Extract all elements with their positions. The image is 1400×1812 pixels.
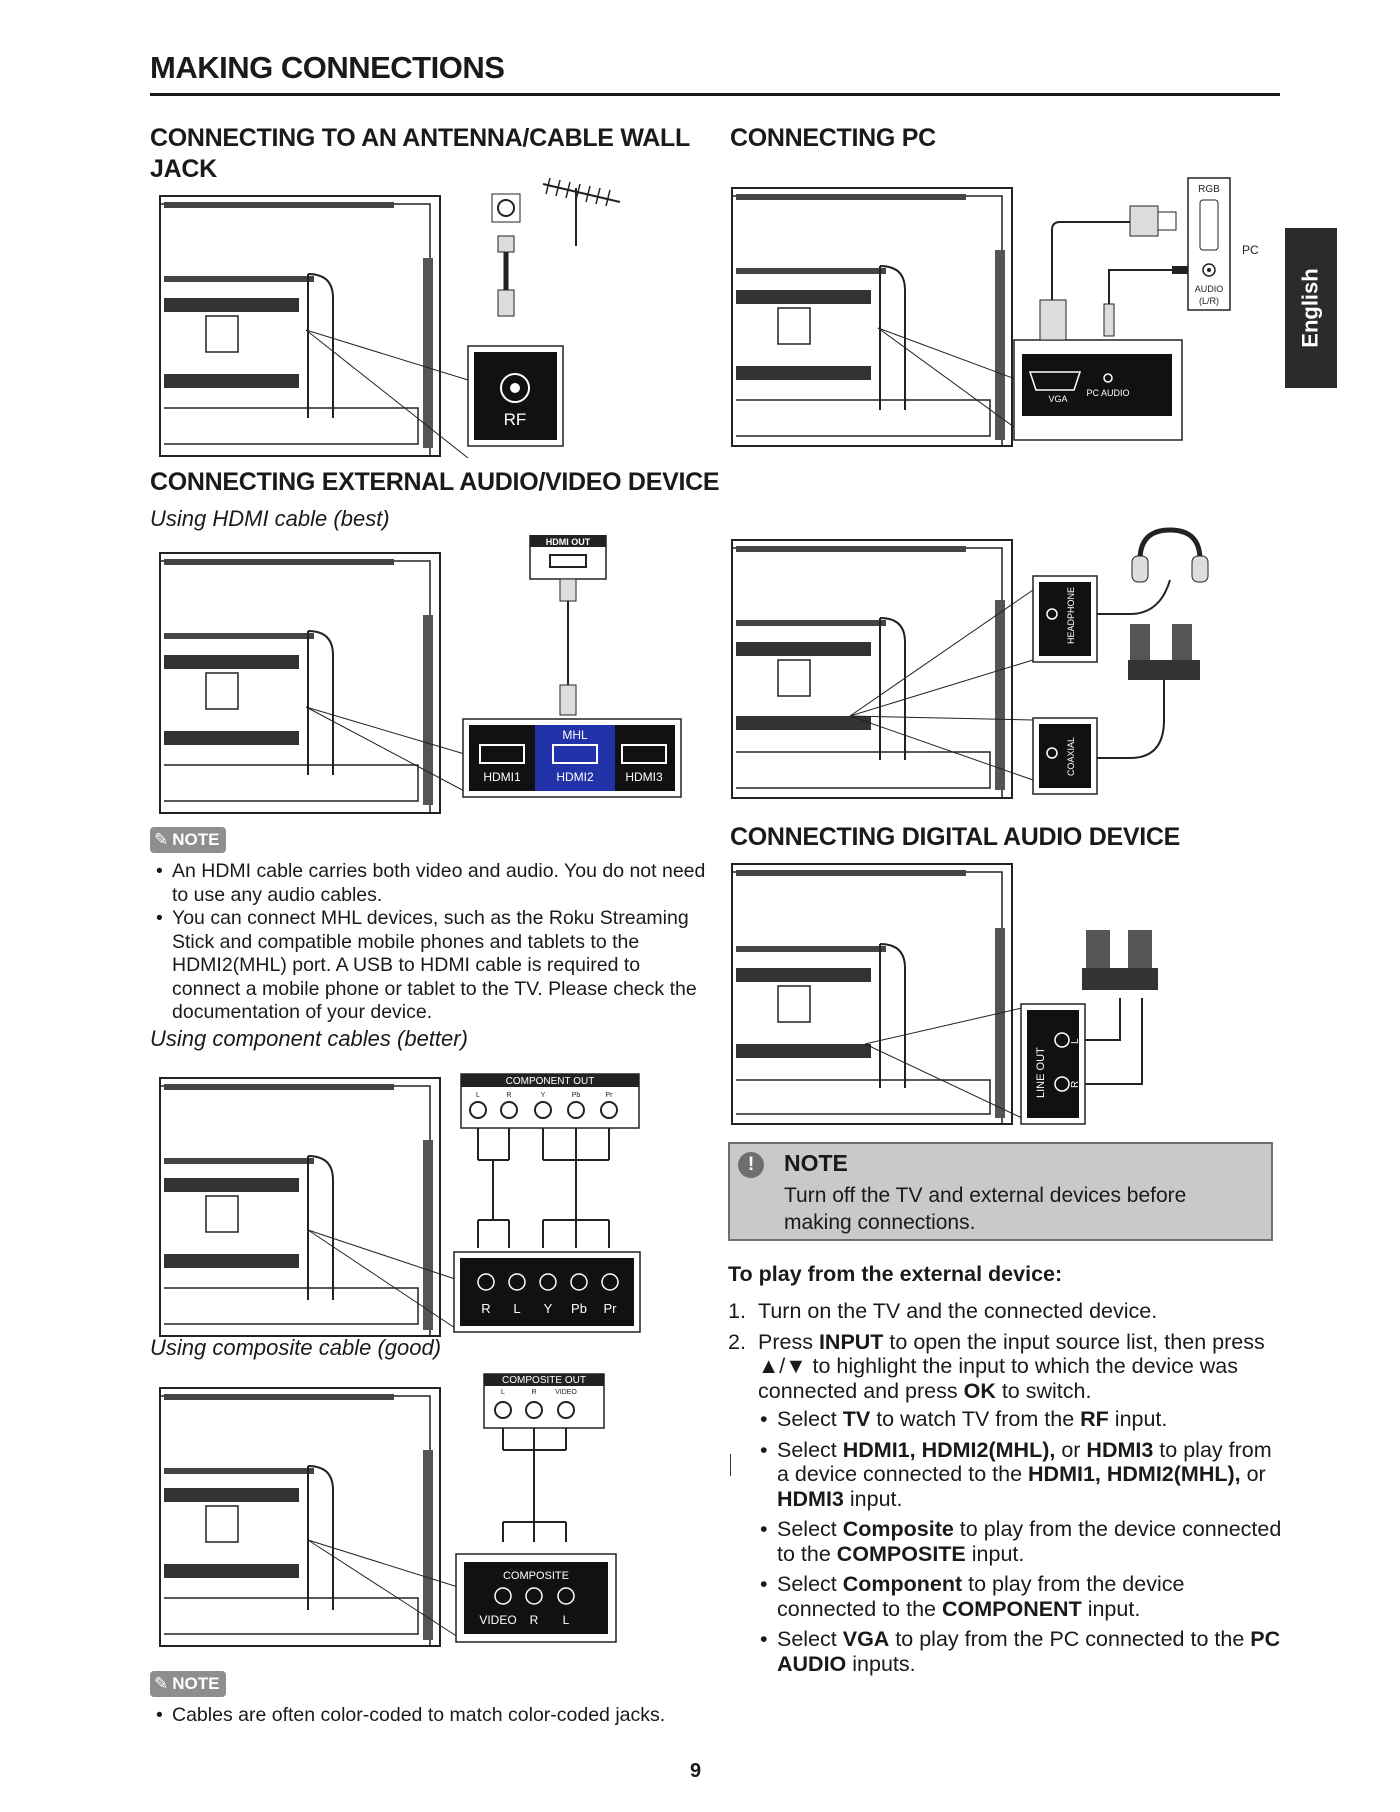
hdmi-out-label: HDMI OUT <box>545 537 591 547</box>
pc-heading: CONNECTING PC <box>730 124 936 152</box>
list-item: • Select HDMI1, HDMI2(MHL), or HDMI3 to play from a device connected to the HDMI1, HDMI2(MHL), or HDMI3 input. <box>758 1438 1288 1512</box>
digital-audio-heading: CONNECTING DIGITAL AUDIO DEVICE <box>730 823 1180 851</box>
note-badge-label: NOTE <box>172 830 220 849</box>
note-badge <box>150 827 226 853</box>
composite-diagram <box>158 1372 658 1652</box>
composite-bot-l: L <box>562 1613 570 1627</box>
list-item: • An HDMI cable carries both video and audio. You do not need to use any audio cables. <box>150 860 710 907</box>
comp-top-pr: Pr <box>605 1092 613 1099</box>
mhl-label: MHL <box>562 728 588 742</box>
step-number: 2. <box>728 1329 746 1354</box>
note-badge <box>150 1671 226 1697</box>
title-rule <box>150 93 1280 96</box>
list-item: • Select Composite to play from the device connected to the COMPOSITE input. <box>758 1517 1288 1566</box>
antenna-heading: CONNECTING TO AN ANTENNA/CABLE WALL JACK <box>150 124 690 183</box>
composite-out-label: COMPOSITE OUT <box>502 1375 586 1386</box>
composite-top-video: VIDEO <box>555 1389 577 1396</box>
component-diagram <box>158 1070 658 1340</box>
composite-bot-r: R <box>529 1613 539 1627</box>
comp-top-y: Y <box>540 1092 546 1099</box>
line-out-l-label: L <box>1070 1038 1081 1044</box>
component-subheading: Using component cables (better) <box>150 1026 468 1051</box>
instructions-heading: To play from the external device: <box>728 1262 1063 1286</box>
comp-bot-l: L <box>513 1301 521 1316</box>
composite-bot-video: VIDEO <box>479 1613 517 1627</box>
comp-top-r: R <box>506 1092 512 1099</box>
step-2-text: to switch. <box>995 1378 1092 1403</box>
step-2-text: to highlight the input to which the device was connected and press <box>758 1354 1239 1403</box>
pencil-icon: ✎ <box>154 830 169 849</box>
composite-top-r: R <box>531 1389 537 1396</box>
language-tab-label: English <box>1298 268 1324 348</box>
note-badge-label: NOTE <box>172 1674 220 1693</box>
step-2-text: Press <box>758 1329 819 1354</box>
hdmi-subheading: Using HDMI cable (best) <box>150 506 390 531</box>
comp-bot-y: Y <box>543 1301 553 1316</box>
warning-box <box>728 1142 1273 1241</box>
pc-label: PC <box>1242 243 1259 257</box>
list-item: • You can connect MHL devices, such as the Roku Streaming Stick and compatible mobile phones and tablets to the HDMI2(MHL) port. A USB to HDMI cable is required to connect a mobile phone or tablet to the TV. Please check the documentation of your device. <box>150 907 710 1025</box>
rf-port-label: RF <box>503 410 527 429</box>
composite-panel-label: COMPOSITE <box>502 1570 570 1582</box>
line-out-label: LINE OUT <box>1035 1047 1047 1098</box>
composite-subheading: Using composite cable (good) <box>150 1335 442 1360</box>
component-out-label: COMPONENT OUT <box>505 1076 595 1087</box>
ok-key: OK <box>963 1378 996 1403</box>
audio-out-diagram <box>730 520 1210 800</box>
instructions-list <box>728 1299 1288 1682</box>
line-out-r-label: R <box>1070 1080 1081 1088</box>
step-2-text: to open the input source list, then press <box>883 1329 1265 1354</box>
page-title: MAKING CONNECTIONS <box>150 50 505 85</box>
coaxial-port-label: COAXIAL <box>1066 736 1076 776</box>
comp-bot-pb: Pb <box>571 1301 587 1316</box>
input-key: INPUT <box>818 1329 884 1354</box>
hdmi-diagram <box>158 535 698 815</box>
pc-diagram <box>730 170 1270 450</box>
audio-label: AUDIO <box>1194 284 1224 294</box>
step-1-text: Turn on the TV and the connected device. <box>758 1299 1158 1323</box>
comp-top-pb: Pb <box>571 1092 581 1099</box>
list-item: • Select VGA to play from the PC connected to the PC AUDIO inputs. <box>758 1627 1288 1676</box>
vga-port-label: VGA <box>1048 394 1068 404</box>
hdmi2-label: HDMI2 <box>556 770 594 784</box>
comp-top-l: L <box>476 1092 480 1099</box>
hdmi1-label: HDMI1 <box>483 770 521 784</box>
external-av-heading: CONNECTING EXTERNAL AUDIO/VIDEO DEVICE <box>150 468 720 496</box>
list-item: • Cables are often color-coded to match color-coded jacks. <box>150 1704 710 1728</box>
tv-back-panel <box>160 196 440 456</box>
audio-sub-label: (L/R) <box>1199 296 1219 306</box>
step-number: 1. <box>728 1299 746 1323</box>
rgb-label: RGB <box>1198 184 1220 195</box>
digital-audio-diagram <box>730 858 1210 1128</box>
step-1 <box>728 1299 1288 1324</box>
arrow-keys: ▲/▼ <box>758 1354 807 1378</box>
headphone-port-label: HEADPHONE <box>1066 586 1076 644</box>
composite-top-l: L <box>501 1389 505 1396</box>
warning-title: NOTE <box>784 1150 848 1176</box>
page-number: 9 <box>690 1760 702 1782</box>
hdmi3-label: HDMI3 <box>625 770 663 784</box>
pencil-icon: ✎ <box>154 1674 169 1693</box>
comp-bot-r: R <box>481 1301 491 1316</box>
note-list <box>150 860 710 1025</box>
language-tab <box>1285 228 1337 388</box>
source-list <box>758 1407 1288 1676</box>
antenna-diagram <box>158 178 628 458</box>
warning-text: Turn off the TV and external devices before making connections. <box>784 1184 1187 1234</box>
note-list <box>150 1704 710 1728</box>
comp-bot-pr: Pr <box>603 1301 617 1316</box>
warning-icon: ! <box>738 1152 764 1178</box>
step-2 <box>728 1330 1288 1677</box>
list-item: • Select TV to watch TV from the RF input. <box>758 1407 1288 1432</box>
list-item: • Select Component to play from the device connected to the COMPONENT input. <box>758 1572 1288 1621</box>
pc-audio-port-label: PC AUDIO <box>1086 388 1130 398</box>
